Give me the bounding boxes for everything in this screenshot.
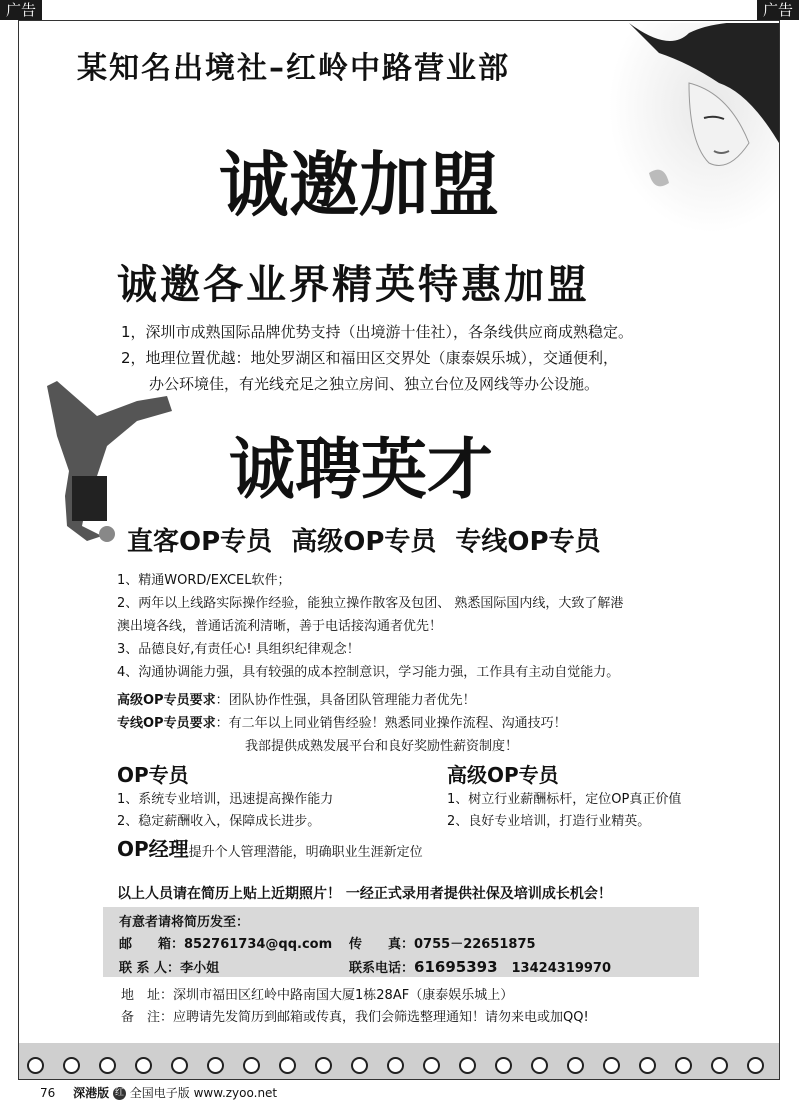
line-req-text: ：有二年以上同业销售经验！熟悉同业操作流程、沟通技巧！ — [215, 716, 567, 731]
phone-value-1: 61695393 — [414, 958, 498, 976]
site-text: 全国电子版 www.zyoo.net — [129, 1086, 278, 1100]
person-label: 联 系 人： — [119, 961, 181, 976]
senior-item: 2、良好专业培训，打造行业精英。 — [447, 814, 651, 829]
decorative-dot-border — [19, 1043, 779, 1079]
email-line — [119, 933, 332, 952]
manager-text: 提升个人管理潜能，明确职业生涯新定位 — [188, 845, 423, 860]
phone-line — [349, 957, 611, 976]
notice-text: 以上人员请在简历上贴上近期照片！ 一经正式录用者提供社保及培训成长机会！ — [117, 886, 612, 902]
op-title: OP专员 — [117, 763, 189, 787]
requirement-item: 澳出境各线，普通话流利清晰，善于电话接沟通者优先！ — [117, 619, 443, 634]
join-point-2-cont: 办公环境佳，有光线充足之独立房间、独立台位及网线等办公设施。 — [149, 375, 600, 393]
fax-label: 传 真： — [349, 937, 415, 952]
headline-join: 诚邀加盟 — [219, 143, 499, 226]
requirements-list — [117, 569, 737, 684]
contact-heading: 有意者请将简历发至： — [119, 915, 250, 930]
person-value: 李小姐 — [180, 961, 220, 976]
email-label: 邮 箱： — [119, 937, 185, 952]
fax-line — [349, 933, 536, 952]
address-value: 深圳市福田区红岭中路南国大厦1栋28AF（康泰娱乐城上） — [173, 988, 514, 1003]
op-item: 2、稳定薪酬收入，保障成长进步。 — [117, 814, 321, 829]
senior-item: 1、树立行业薪酬标杆，定位OP真正价值 — [447, 792, 682, 807]
line-req-label: 专线OP专员要求 — [117, 716, 216, 731]
requirement-item: 4、沟通协调能力强，具有较强的成本控制意识，学习能力强，工作具有主动自觉能力。 — [117, 665, 620, 680]
join-point-2: 2，地理位置优越：地处罗湖区和福田区交界处（康泰娱乐城），交通便利， — [121, 349, 619, 367]
woman-portrait-image — [609, 23, 779, 233]
senior-requirement — [117, 689, 737, 712]
manager-title: OP经理 — [117, 837, 189, 861]
manager-line — [117, 833, 423, 864]
senior-req-label: 高级OP专员要求 — [117, 693, 216, 708]
fax-value: 0755－22651875 — [414, 937, 536, 952]
headline-elite: 诚邀各业界精英特惠加盟 — [117, 262, 590, 308]
phone-value-2: 13424319970 — [511, 961, 612, 976]
senior-title: 高级OP专员 — [447, 763, 559, 787]
requirement-item: 1、精通WORD/EXCEL软件； — [117, 573, 291, 588]
phone-label: 联系电话： — [349, 961, 415, 976]
join-point-1: 1，深圳市成熟国际品牌优势支持（出境游十佳社），各条线供应商成熟稳定。 — [121, 323, 634, 341]
requirement-item: 2、两年以上线路实际操作经验，能独立操作散客及包团、 熟悉国际国内线，大致了解港 — [117, 596, 624, 611]
edition-badge-icon: 红 — [114, 1088, 124, 1098]
email-value: 852761734@qq.com — [184, 937, 333, 952]
page-footer — [40, 1084, 277, 1101]
person-line — [119, 957, 219, 976]
headline-hire: 诚聘英才 — [229, 430, 493, 508]
remark-value: 应聘请先发简历到邮箱或传真，我们会筛选整理通知！请勿来电或加QQ! — [173, 1010, 589, 1025]
edition-label: 深港版 — [73, 1086, 110, 1100]
role-requirements — [117, 689, 737, 758]
senior-req-text: ：团队协作性强，具备团队管理能力者优先！ — [215, 693, 476, 708]
contact-box — [103, 907, 699, 977]
ad-tag-left: 广告 — [0, 0, 42, 20]
requirement-item: 3、品德良好,有责任心! 具组织纪律观念！ — [117, 642, 360, 657]
address-line — [121, 985, 513, 1007]
address-label: 地 址： — [121, 988, 174, 1003]
line-requirement — [117, 712, 737, 735]
platform-text: 我部提供成熟发展平台和良好奖励性薪资制度！ — [245, 739, 519, 754]
ad-frame — [18, 20, 780, 1080]
op-item: 1、系统专业培训，迅速提高操作能力 — [117, 792, 334, 807]
company-name: 某知名出境社–红岭中路营业部 — [77, 51, 510, 86]
page-number: 76 — [40, 1086, 56, 1100]
remark-line — [121, 1007, 589, 1029]
job-roles: 直客OP专员 高级OP专员 专线OP专员 — [127, 527, 601, 557]
ad-tag-right: 广告 — [757, 0, 799, 20]
remark-label: 备 注： — [121, 1010, 174, 1025]
